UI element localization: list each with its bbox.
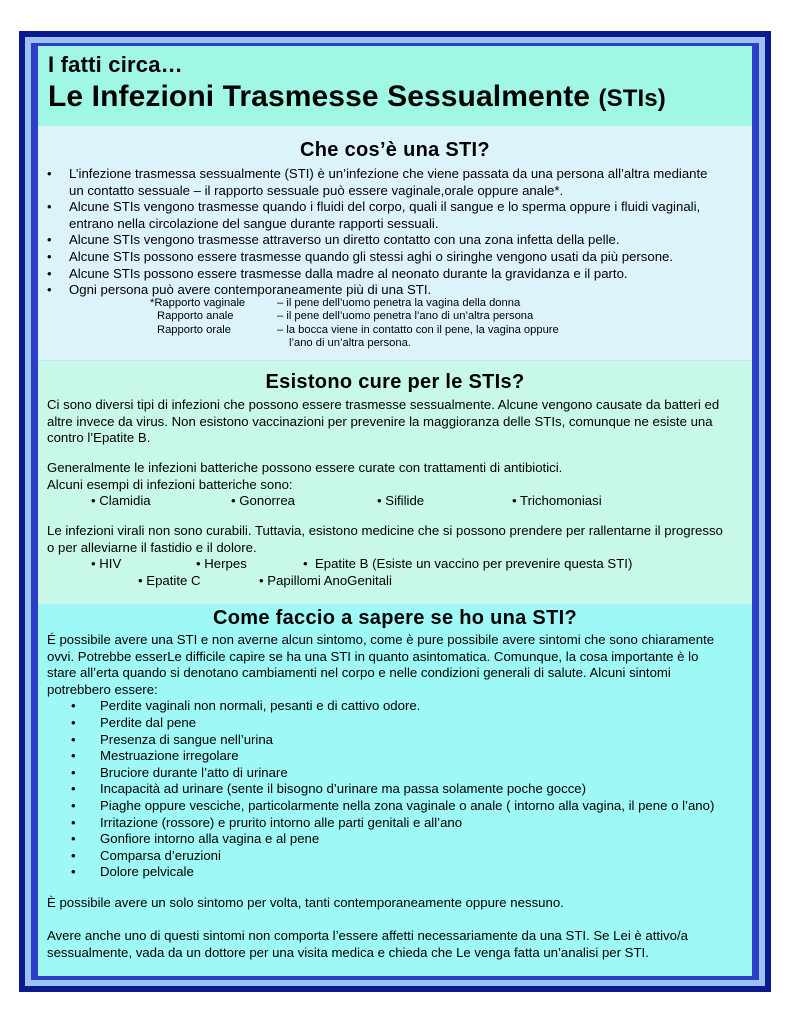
paragraph-line: Le infezioni virali non sono curabili. Tuttavia, esistono medicine che si possono prendere per rallentarne il progresso (47, 523, 723, 538)
header (38, 46, 752, 126)
bullet-line: entrano nella circolazione del sangue durante rapporti sessuali. (69, 215, 439, 231)
paragraph-line: È possibile avere un solo sintomo per volta, tanti contemporaneamente oppure nessuno. (47, 895, 564, 910)
section-symptoms (38, 604, 752, 976)
section-what-is-sti (38, 126, 752, 360)
paragraph-line: Alcuni esempi di infezioni batteriche sono: (47, 476, 293, 492)
footnote-term: Rapporto orale (157, 323, 232, 336)
viral-item: • Herpes (196, 556, 247, 572)
list-item: • Presenza di sangue nell’urina (62, 732, 714, 749)
paragraph-line: o per alleviarne il fastidio e il dolore. (47, 539, 257, 555)
bacterial-item: • Gonorrea (231, 493, 295, 509)
paragraph-line: contro l’Epatite B. (47, 430, 151, 446)
bullet-icon: • (47, 265, 52, 281)
footnote-continuation: l’ano di un’altra persona. (289, 337, 411, 350)
bullet-line: Alcune STIs vengono trasmesse quando i fluidi del corpo, quali il sangue e lo sperma oppure i fluidi vaginali, (69, 199, 701, 215)
bullet-line: un contatto sessuale – il rapporto sessuale può essere vaginale,orale oppure anale*. (69, 182, 564, 198)
paragraph-line: É possibile avere una STI e non averne alcun sintomo, come è pure possibile avere sintomi che sono chiaramente (47, 632, 715, 647)
bullet-line: Alcune STIs possono essere trasmesse dalla madre al neonato durante la gravidanza e il parto. (69, 265, 628, 281)
bullet-line: L’infezione trasmessa sessualmente (STI) è un’infezione che viene passata da una persona all’altra mediante (69, 166, 708, 181)
bullet-icon: • (47, 249, 52, 264)
bullet-icon: • (47, 199, 52, 215)
list-item: • Comparsa d’eruzioni (62, 848, 714, 865)
paragraph-line: altre invece da virus. Non esistono vaccinazioni per prevenire la maggioranza delle STIs, comunque ne esiste una (47, 413, 713, 429)
paragraph-line: Avere anche uno di questi sintomi non comporta l’essere affetti necessariamente da una STI. Se Lei è attivo/a (47, 928, 688, 943)
page-title (48, 80, 666, 114)
paragraph-line: Generalmente le infezioni batteriche possono essere curate con trattamenti di antibiotici. (47, 460, 563, 475)
list-item: • Incapacità ad urinare (sente il bisogno d’urinare ma passa solamente poche gocce) (62, 781, 714, 798)
footnote-definition: – il pene dell’uomo penetra la vagina della donna (277, 297, 521, 309)
list-item: • Dolore pelvicale (62, 864, 714, 881)
section-title: Che cos’è una STI? (300, 139, 490, 161)
list-item: • Bruciore durante l’atto di urinare (62, 765, 714, 782)
bacterial-item: • Clamidia (91, 493, 151, 509)
list-item: • Piaghe oppure vesciche, particolarmente nella zona vaginale o anale ( intorno alla vagina, il pene o l’ano) (62, 798, 714, 815)
bacterial-item: • Trichomoniasi (512, 493, 602, 509)
footnote-term: Rapporto anale (157, 310, 234, 323)
paragraph-line: potrebbero essere: (47, 681, 158, 697)
section-cures (38, 360, 752, 604)
bullet-icon: • (47, 282, 52, 298)
bullet-line: Alcune STIs vengono trasmesse attraverso un diretto contatto con una zona infetta della pelle. (69, 232, 620, 248)
list-item: • Gonfiore intorno alla vagina e al pene (62, 831, 714, 848)
flyer (38, 46, 752, 976)
title-main: Le Infezioni Trasmesse Sessualmente (48, 80, 591, 113)
viral-item: • Epatite B (Esiste un vaccino per prevenire questa STI) (303, 556, 633, 572)
viral-item: • Papillomi AnoGenitali (259, 572, 392, 588)
paragraph-line: sessualmente, vada da un dottore per una visita medica e chieda che Le venga fatta un’analisi per STI. (47, 944, 649, 960)
header-kicker: I fatti circa… (48, 52, 183, 77)
bullet-icon: • (47, 232, 52, 248)
footnote-term: *Rapporto vaginale (150, 297, 246, 309)
symptom-list (62, 698, 714, 881)
section-title: Esistono cure per le STIs? (265, 371, 525, 393)
footnote-definition: – la bocca viene in contatto con il pene, la vagina oppure (277, 323, 559, 336)
paragraph-line: ovvi. Potrebbe esserLe difficile capire se ha una STI in quanto asintomatica. Comunque, la cosa importante è lo (47, 648, 699, 664)
list-item: • Perdite dal pene (62, 715, 714, 732)
section-title: Come faccio a sapere se ho una STI? (213, 607, 577, 629)
list-item: • Perdite vaginali non normali, pesanti e di cattivo odore. (62, 698, 714, 715)
paragraph-line: Ci sono diversi tipi di infezioni che possono essere trasmesse sessualmente. Alcune vengono causate da batteri ed (47, 397, 720, 412)
footnote-definition: – il pene dell’uomo penetra l’ano di un’altra persona (277, 310, 534, 323)
bacterial-item: • Sifilide (377, 493, 425, 509)
paragraph-line: stare all’erta quando si denotano cambiamenti nel corpo e nelle condizioni generali di salute. Alcuni sintomi (47, 665, 671, 681)
list-item: • Mestruazione irregolare (62, 748, 714, 765)
viral-item: • HIV (91, 556, 122, 572)
bullet-line: Alcune STIs possono essere trasmesse quando gli stessi aghi o siringhe vengono usati da più persone. (69, 249, 674, 264)
list-item: • Irritazione (rossore) e prurito intorno alle parti genitali e all’ano (62, 815, 714, 832)
title-abbr: (STIs) (598, 85, 666, 112)
bullet-line: Ogni persona può avere contemporaneamente più di una STI. (69, 282, 432, 298)
viral-item: • Epatite C (138, 572, 201, 588)
bullet-icon: • (47, 166, 52, 181)
